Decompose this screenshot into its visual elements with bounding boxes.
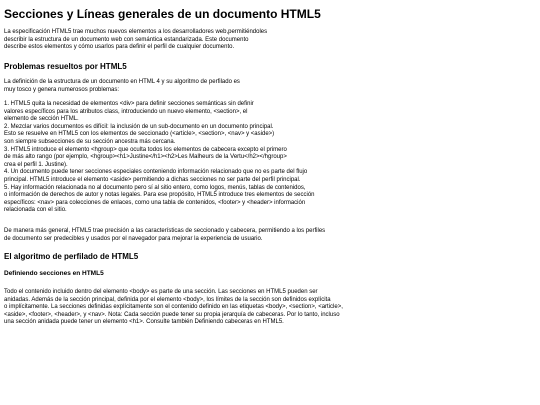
text-line: describe estos elementos y cómo usarlos para definir el perfil de cualquier documento. — [4, 44, 235, 51]
text-line: La definición de la estructura de un documento en HTML 4 y su algoritmo de perfilado es — [4, 79, 240, 85]
intro-paragraph — [4, 29, 534, 52]
defining-sections-paragraph — [4, 289, 534, 327]
problems-intro-paragraph — [4, 79, 534, 94]
list-line: 5. Hay información relacionada no al documento pero sí al sitio entero, como logos, menús, tablas de contenidos, — [4, 184, 306, 191]
text-line: De manera más general, HTML5 trae precisión a las características de seccionado y cabecera, permitiendo a los perfiles — [4, 228, 326, 234]
list-line: 3. HTML5 introduce el elemento <hgroup> que oculta todos los elementos de cabecera excepto el primero — [4, 146, 287, 153]
list-line: crea el perfil 1. Justine). — [4, 161, 68, 168]
text-line: una sección anidada puede tener un elemento <h1>. Consulte también Definiendo cabeceras en HTML5. — [4, 319, 284, 326]
list-line: 2. Mezclar varios documentos es difícil: la inclusión de un sub-documento en un documento principal. — [4, 123, 274, 130]
list-line: 4. Un documento puede tener secciones especiales conteniendo información relacionado que no es parte del flujo — [4, 169, 308, 176]
problems-list — [4, 101, 534, 215]
text-line: describir la estructura de un documento web con semántica estandarizada. Este documento — [4, 36, 249, 43]
list-line: de más alto rango (por ejemplo, <hgroup><h1>Justine</h1><h2>Les Malheurs de la Vertu</h2></hgroup> — [4, 154, 287, 161]
text-line: <aside>, <footer>, <header>, y <nav>. Nota: Cada sección puede tener su propia jerarquía de cabeceras. Por lo tanto, incluso — [4, 311, 340, 318]
problems-summary-paragraph — [4, 228, 534, 243]
list-line: o información de derechos de autor y notas legales. Para ese propósito, HTML5 introduce tres elementos de sección — [4, 192, 315, 199]
list-line: valores específicos para los atributos class, introduciendo un nuevo elemento, <section>, el — [4, 108, 248, 115]
text-line: o implícitamente. La secciones definidas explícitamente son el contenido definido en las etiquetas <body>, <section>, <article>, — [4, 304, 343, 311]
list-line: específicos: <nav> para colecciones de enlaces, como una tabla de contenidos, <footer> y <header> información — [4, 199, 306, 206]
list-line: Esto se resuelve en HTML5 con los elementos de seccionado (<article>, <section>, <nav> y <aside>) — [4, 131, 275, 138]
page-title: Secciones y Líneas generales de un documento HTML5 — [4, 7, 321, 21]
text-line: Todo el contenido incluido dentro del elemento <body> es parte de una sección. Las secciones en HTML5 pueden ser — [4, 289, 318, 295]
text-line: anidadas. Además de la sección principal, definida por el elemento <body>, los límites de la sección son definidos explícita — [4, 296, 331, 303]
problems-heading: Problemas resueltos por HTML5 — [4, 62, 127, 71]
text-line: muy tosco y genera numerosos problemas: — [4, 86, 120, 93]
text-line: de documento ser predecibles y usados por el navegador para mejorar la experiencia de usuario. — [4, 235, 263, 242]
algorithm-heading: El algoritmo de perfilado de HTML5 — [4, 252, 139, 261]
defining-sections-heading: Definiendo secciones en HTML5 — [4, 270, 104, 277]
text-line: La especificación HTML5 trae muchos nuevos elementos a los desarrolladores web,permitiéndoles — [4, 29, 268, 35]
list-line: relacionada con el sitio. — [4, 207, 67, 214]
list-line: principal. HTML5 introduce el elemento <aside> permitiendo a dichas secciones no ser parte del perfil principal. — [4, 176, 301, 183]
list-line: son siempre subsecciones de su sección ancestra más cercana. — [4, 138, 176, 145]
list-line: elemento de sección HTML. — [4, 116, 79, 123]
list-line: 1. HTML5 quita la necesidad de elementos <div> para definir secciones semánticas sin definir — [4, 101, 254, 107]
